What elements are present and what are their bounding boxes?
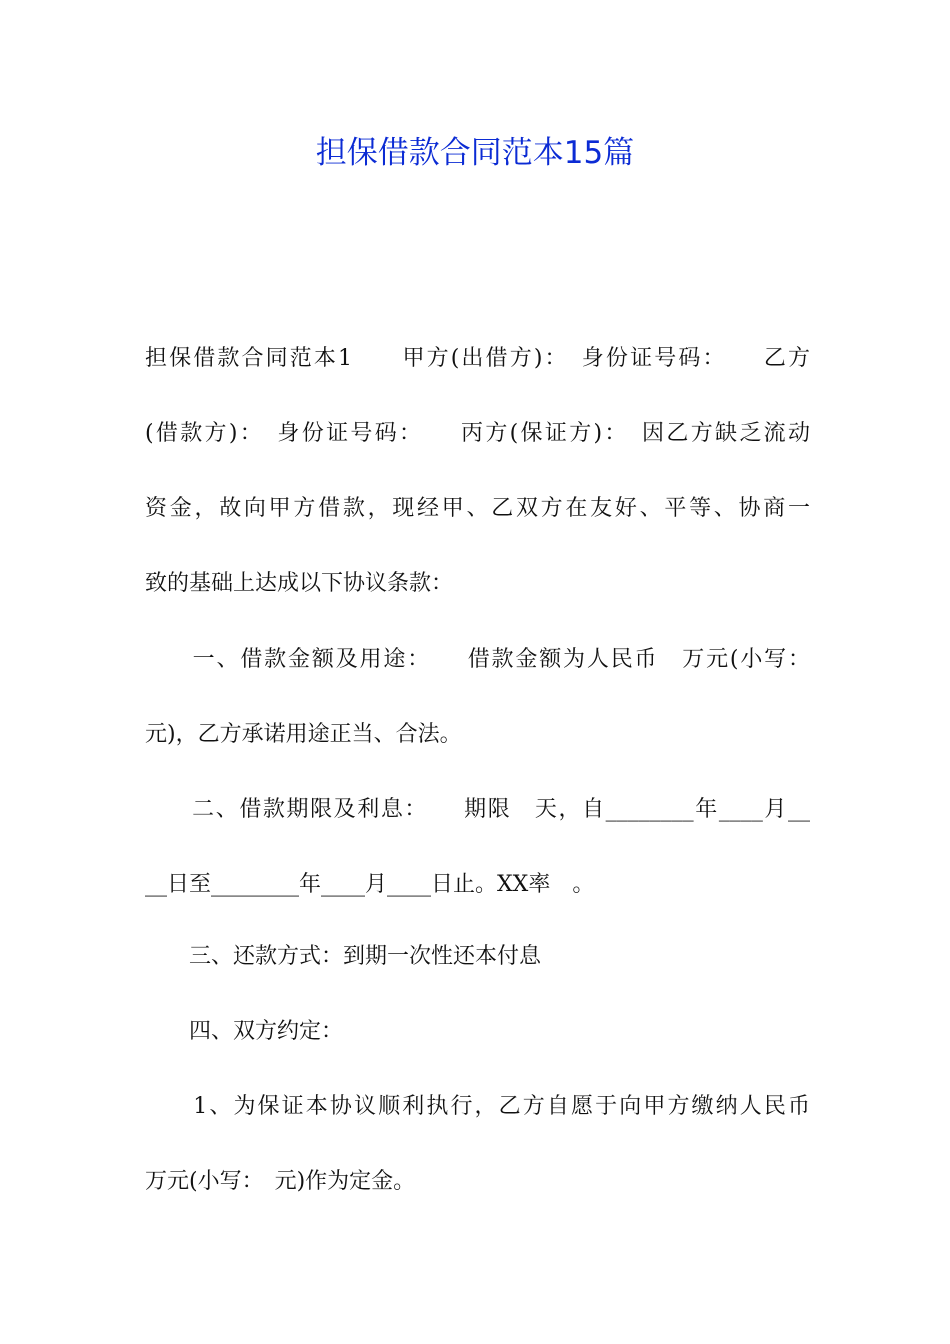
document-title: 担保借款合同范本15篇 [315,135,635,171]
body-line-6: 元)，乙方承诺用途正当、合法。 [145,722,462,747]
body-line-11: 1、为保证本协议顺利执行，乙方自愿于向甲方缴纳人民币 [145,1094,810,1119]
body-line-12: 万元(小写： 元)作为定金。 [145,1169,416,1194]
body-line-3: 资金，故向甲方借款，现经甲、乙双方在友好、平等、协商一 [145,496,810,521]
body-line-5: 一、借款金额及用途： 借款金额为人民币 万元(小写： [145,647,810,672]
body-line-7: 二、借款期限及利息： 期限 天，自________年____月__ [145,797,810,822]
body-line-10: 四、双方约定： [145,1019,344,1044]
body-line-9: 三、还款方式：到期一次性还本付息 [145,944,542,969]
body-line-1: 担保借款合同范本1 甲方(出借方)： 身份证号码： 乙方 [145,346,810,371]
body-line-8: __日至________年____月____日止。XX率 。 [145,872,595,897]
body-line-2: (借款方)： 身份证号码： 丙方(保证方)： 因乙方缺乏流动 [145,421,810,446]
body-line-4: 致的基础上达成以下协议条款： [145,571,454,596]
